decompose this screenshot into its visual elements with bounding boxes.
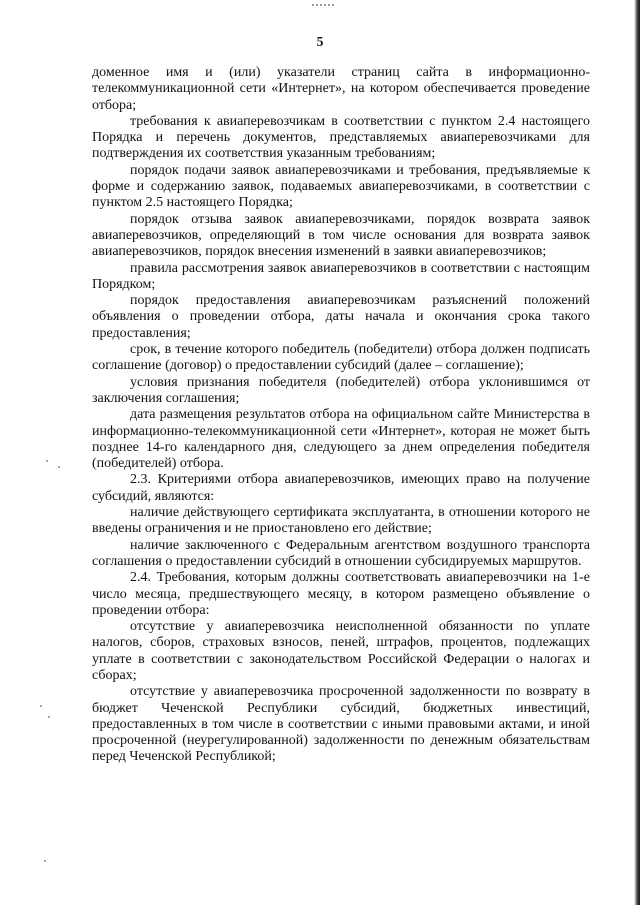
section-paragraph: 2.4. Требования, которым должны соответствовать авиаперевозчики на 1-е число месяца, предшествующего месяцу, в котором размещено объявление о проведении отбора: xyxy=(92,570,590,618)
paragraph: дата размещения результатов отбора на официальном сайте Министерства в информационно-телекоммуникационной сети «Интернет», которая не может быть позднее 14-го календарного дня, следующего за днем определения победителя (победителей) отбора. xyxy=(92,407,590,472)
paragraph: отсутствие у авиаперевозчика неисполненной обязанности по уплате налогов, сборов, страховых взносов, пеней, штрафов, процентов, подлежащих уплате в соответствии с законодательством Российской Федерации о налогах и сборах; xyxy=(92,619,590,683)
paragraph: доменное имя и (или) указатели страниц сайта в информационно-телекоммуникационной сети «Интернет», на котором обеспечивается проведение отбора; xyxy=(92,65,590,113)
paragraph: наличие действующего сертификата эксплуатанта, в отношении которого не введены ограничения и не приостановлено его действие; xyxy=(92,505,590,537)
scan-speck xyxy=(58,466,60,468)
scan-artifact xyxy=(312,4,334,6)
scan-edge-shadow xyxy=(634,0,640,905)
paragraph: порядок отзыва заявок авиаперевозчиками, порядок возврата заявок авиаперевозчиков, определяющий в том числе основания для возврата заявок авиаперевозчиков, порядок внесения изменений в заявки авиаперевозчиков; xyxy=(92,211,590,260)
section-paragraph: 2.3. Критериями отбора авиаперевозчиков, имеющих право на получение субсидий, являются: xyxy=(92,472,590,504)
page-number: 5 xyxy=(316,34,324,49)
scan-speck xyxy=(44,860,46,862)
paragraph: наличие заключенного с Федеральным агентством воздушного транспорта соглашения о предоставлении субсидий в отношении субсидируемых маршрутов. xyxy=(92,537,590,569)
paragraph: условия признания победителя (победителей) отбора уклонившимся от заключения соглашения; xyxy=(92,374,590,406)
paragraph: отсутствие у авиаперевозчика просроченной задолженности по возврату в бюджет Чеченской Республики субсидий, бюджетных инвестиций, предоставленных в том числе в соответствии с иными правовыми актами, и иной просроченной (неурегулированной) задолженности по денежным обязательствам перед Чеченской Республикой; xyxy=(92,684,590,765)
scan-speck xyxy=(46,460,48,462)
paragraph: порядок предоставления авиаперевозчикам разъяснений положений объявления о проведении отбора, даты начала и окончания срока такого предоставления; xyxy=(92,293,590,341)
paragraph: требования к авиаперевозчикам в соответствии с пунктом 2.4 настоящего Порядка и перечень документов, представляемых авиаперевозчиками для подтверждения их соответствия указанным требованиям; xyxy=(92,113,590,162)
document-body xyxy=(92,65,590,766)
scan-speck xyxy=(40,705,42,707)
paragraph: срок, в течение которого победитель (победители) отбора должен подписать соглашение (договор) о предоставлении субсидий (далее – соглашение); xyxy=(92,342,590,374)
paragraph: порядок подачи заявок авиаперевозчиками и требования, предъявляемые к форме и содержанию заявок, подаваемых авиаперевозчиками, в соответствии с пунктом 2.5 настоящего Порядка; xyxy=(92,162,590,211)
scan-speck xyxy=(48,716,50,718)
paragraph: правила рассмотрения заявок авиаперевозчиков в соответствии с настоящим Порядком; xyxy=(92,260,590,292)
